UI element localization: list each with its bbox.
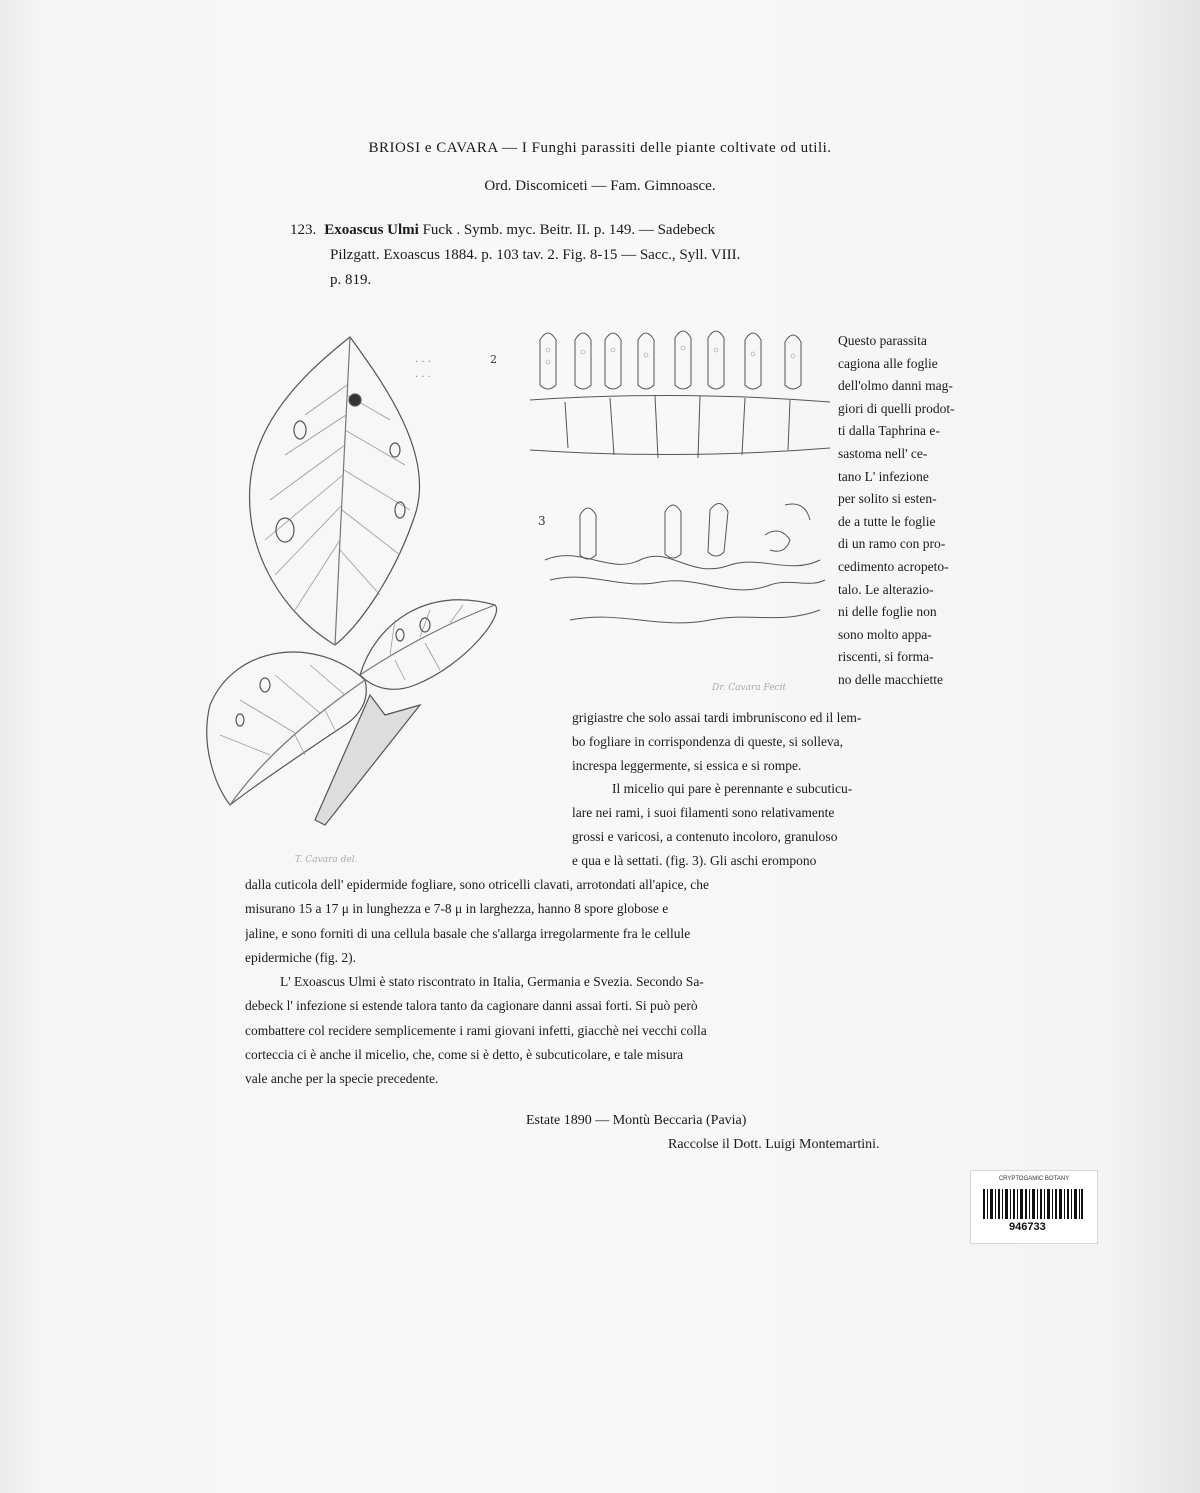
top-leaf — [250, 337, 420, 645]
mid-line: e qua e là settati. (fig. 3). Gli aschi erompono — [572, 852, 817, 868]
column-line: sono molto appa- — [838, 626, 932, 642]
column-line: ni delle foglie non — [838, 604, 937, 620]
asci-row — [540, 331, 801, 389]
svg-text:· · ·: · · · — [415, 372, 431, 383]
text-block-lower — [245, 873, 1025, 1092]
mid-line: bo fogliare in corrispondenza di queste, si solleva, — [572, 733, 844, 749]
fig-3-label: 3 — [538, 514, 546, 528]
mycelium-sketch — [545, 503, 825, 622]
column-line: Questo parassita — [838, 333, 927, 348]
page-subheader: Ord. Discomiceti — Fam. Gimnoasce. — [484, 178, 716, 194]
collector: Raccolse il Dott. Luigi Montemartini. — [668, 1137, 880, 1152]
fig-2-label: 2 — [490, 353, 497, 366]
svg-text:· · ·: · · · — [415, 357, 431, 368]
entry-citation: Fuck . Symb. myc. Beitr. II. p. 149. — Sadebeck — [422, 222, 716, 238]
column-line: giori di quelli prodot- — [838, 400, 955, 416]
text-block-middle — [572, 706, 1022, 873]
body-line: corteccia ci è anche il micelio, che, come si è detto, è subcuticolare, e tale misura — [245, 1047, 684, 1063]
column-line: dell'olmo danni mag- — [838, 378, 953, 394]
column-line: per solito si esten- — [838, 491, 937, 507]
leaf-illustration — [195, 325, 525, 870]
mid-line: Il micelio qui pare è perennante e subcuticu- — [612, 781, 853, 797]
body-line: L' Exoascus Ulmi è stato riscontrato in Italia, Germania e Svezia. Secondo Sa- — [280, 974, 704, 990]
mid-line: lare nei rami, i suoi filamenti sono relativamente — [572, 805, 835, 821]
entry-number: 123. — [290, 222, 317, 238]
body-line: combattere col recidere semplicemente i rami giovani infetti, giacchè nei vecchi colla — [245, 1022, 707, 1038]
column-line: ti dalla Taphrina e- — [838, 423, 940, 439]
species-entry — [290, 218, 1000, 293]
species-name: Exoascus Ulmi — [324, 222, 419, 238]
column-line: sastoma nell' ce- — [838, 445, 928, 461]
body-line: dalla cuticola dell' epidermide fogliare, sono otricelli clavati, arrotondati all'apice, che — [245, 877, 710, 892]
body-line: vale anche per la specie precedente. — [245, 1071, 439, 1087]
microscopy-illustration — [530, 320, 835, 695]
stem — [315, 695, 420, 825]
collection-date-place: Estate 1890 — Montù Beccaria (Pavia) — [526, 1113, 747, 1128]
column-line: talo. Le alterazio- — [838, 581, 934, 597]
barcode-number: 946733 — [1009, 1221, 1046, 1233]
column-line: tano L' infezione — [838, 468, 929, 484]
body-line: jaline, e sono forniti di una cellula basale che s'allarga irregolarmente fra le cellule — [245, 925, 691, 941]
barcode-label — [970, 1170, 1098, 1244]
mid-line: increspa leggermente, si essica e si rompe. — [572, 757, 802, 773]
column-line: di un ramo con pro- — [838, 536, 946, 552]
mid-line: grigiastre che solo assai tardi imbruniscono ed il lem- — [572, 710, 862, 725]
body-line: epidermiche (fig. 2). — [245, 949, 356, 965]
column-line: no delle macchiette — [838, 671, 943, 687]
barcode-bars — [983, 1189, 1083, 1219]
micro-artist-credit: Dr. Cavara Fecit — [712, 683, 787, 693]
body-line: misurano 15 a 17 μ in lunghezza e 7-8 μ in larghezza, hanno 8 spore globose e — [245, 901, 669, 917]
body-line: debeck l' infezione si estende talora tanto da cagionare danni assai forti. Si può però — [245, 998, 698, 1014]
column-line: de a tutte le foglie — [838, 513, 936, 529]
entry-line-1 — [290, 218, 1000, 243]
column-line: riscenti, si forma- — [838, 649, 934, 665]
text-column-right — [838, 330, 1018, 692]
leaf-artist-credit: T. Cavara del. — [295, 855, 358, 865]
entry-line-3: p. 819. — [330, 272, 372, 288]
column-line: cedimento acropeto- — [838, 558, 949, 574]
mid-line: grossi e varicosi, a contenuto incoloro, granuloso — [572, 828, 838, 844]
page-header: BRIOSI e CAVARA — I Funghi parassiti delle piante coltivate od utili. — [368, 140, 832, 156]
right-leaf — [360, 600, 497, 690]
column-line: cagiona alle foglie — [838, 355, 938, 371]
entry-line-2: Pilzgatt. Exoascus 1884. p. 103 tav. 2. Fig. 8-15 — Sacc., Syll. VIII. — [330, 247, 741, 263]
barcode-caption: CRYPTOGAMIC BOTANY — [998, 1176, 1070, 1182]
